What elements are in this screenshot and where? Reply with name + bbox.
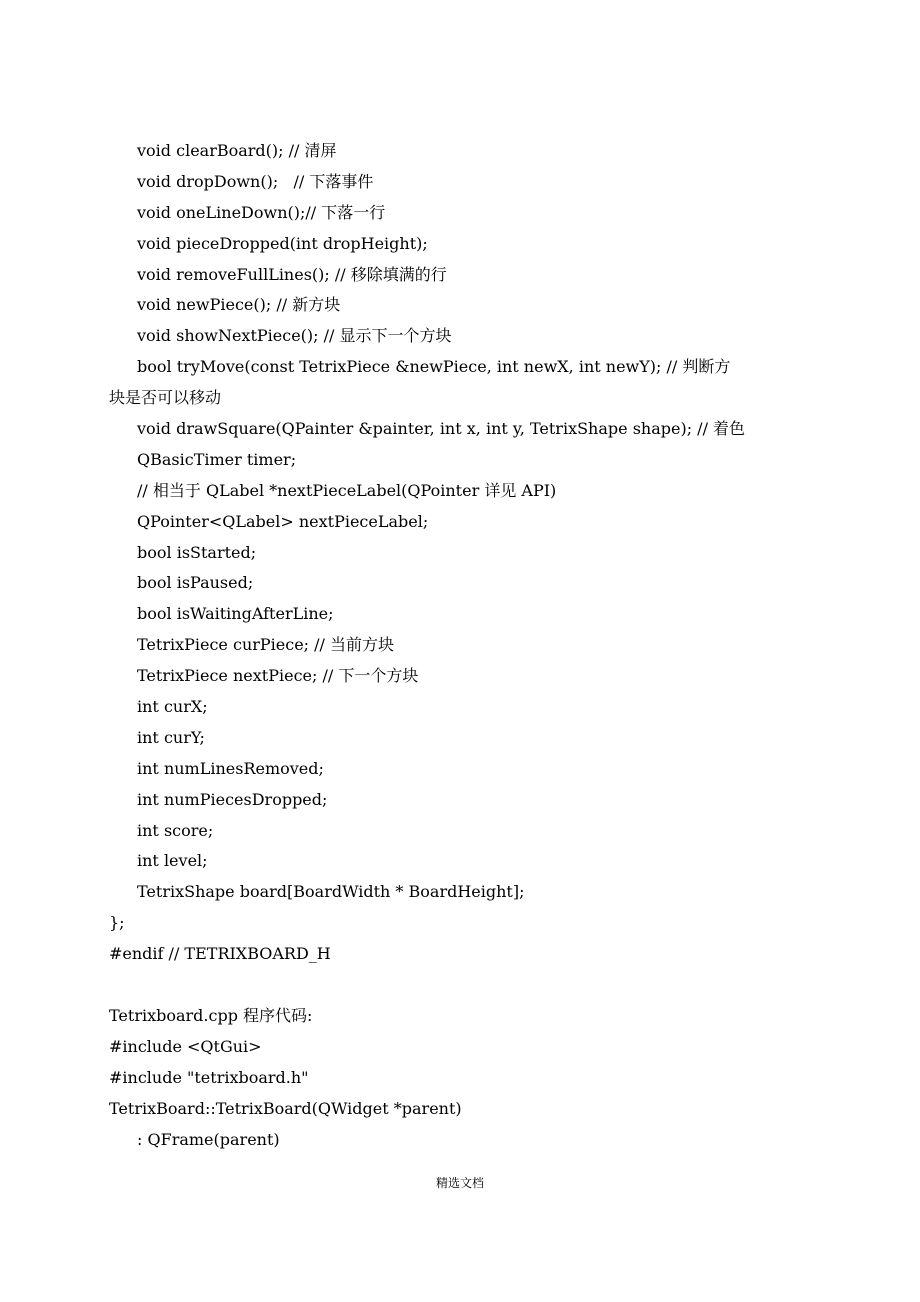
code-line: // 相当于 QLabel *nextPieceLabel(QPointer 详见 API) xyxy=(137,480,557,500)
code-line: void newPiece(); // 新方块 xyxy=(137,295,341,315)
code-line: TetrixPiece nextPiece; // 下一个方块 xyxy=(137,666,419,686)
code-line: int curY; xyxy=(137,727,205,747)
code-line: int level; xyxy=(137,851,208,871)
code-line: #include <QtGui> xyxy=(109,1036,262,1056)
code-line: int numLinesRemoved; xyxy=(137,758,324,778)
code-line: void drawSquare(QPainter &painter, int x, int y, TetrixShape shape); // 着色 xyxy=(137,419,746,439)
code-line: bool isStarted; xyxy=(137,542,257,562)
code-line: #endif // TETRIXBOARD_H xyxy=(109,944,331,964)
code-line: int numPiecesDropped; xyxy=(137,789,328,809)
code-line: void dropDown(); // 下落事件 xyxy=(137,171,374,191)
code-line: bool isPaused; xyxy=(137,573,254,593)
code-line: void pieceDropped(int dropHeight); xyxy=(137,233,428,253)
code-line: 块是否可以移动 xyxy=(109,388,222,408)
code-line: int score; xyxy=(137,820,214,840)
code-line: bool tryMove(const TetrixPiece &newPiece, int newX, int newY); // 判断方 xyxy=(137,357,731,377)
code-line: int curX; xyxy=(137,697,208,717)
code-line: }; xyxy=(109,913,125,933)
code-line: QPointer<QLabel> nextPieceLabel; xyxy=(137,511,429,531)
code-line: void removeFullLines(); // 移除填满的行 xyxy=(137,264,447,284)
page-footer: 精选文档 xyxy=(435,1176,484,1190)
code-line: TetrixBoard::TetrixBoard(QWidget *parent) xyxy=(109,1098,462,1118)
code-line: bool isWaitingAfterLine; xyxy=(137,604,334,624)
code-line: Tetrixboard.cpp 程序代码: xyxy=(109,1005,313,1025)
code-line: TetrixPiece curPiece; // 当前方块 xyxy=(137,635,395,655)
code-line: QBasicTimer timer; xyxy=(137,449,297,469)
code-line: void showNextPiece(); // 显示下一个方块 xyxy=(137,326,452,346)
code-listing xyxy=(109,136,814,1155)
code-line: : QFrame(parent) xyxy=(137,1129,280,1149)
code-line: void clearBoard(); // 清屏 xyxy=(137,141,337,160)
code-line: void oneLineDown();// 下落一行 xyxy=(137,202,386,222)
blank-line xyxy=(109,970,814,1001)
code-line: #include "tetrixboard.h" xyxy=(109,1067,309,1087)
code-line: TetrixShape board[BoardWidth * BoardHeight]; xyxy=(137,882,525,902)
